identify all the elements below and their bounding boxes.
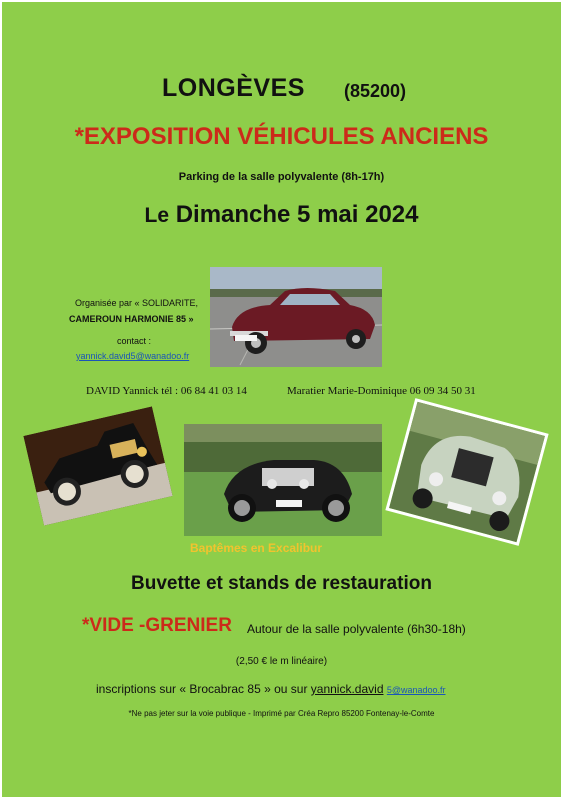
- organizer-email-link[interactable]: yannick.david5@wanadoo.fr: [76, 351, 190, 361]
- contact-label: contact :: [117, 336, 152, 346]
- organizer-line2: CAMEROUN HARMONIE 85 »: [69, 314, 194, 324]
- town-title: LONGÈVES: [162, 74, 305, 102]
- contact-maratier: Maratier Marie-Dominique 06 09 34 50 31: [287, 385, 476, 397]
- footer-note: *Ne pas jeter sur la voie publique - Imprimé par Créa Repro 85200 Fontenay-le-Comte: [128, 709, 435, 718]
- poster: [2, 2, 563, 797]
- photo-excalibur: [184, 424, 382, 536]
- photo-vintage-car: [23, 406, 172, 525]
- location-line: Parking de la salle polyvalente (8h-17h): [178, 171, 385, 183]
- organizer-line1: Organisée par « SOLIDARITE,: [75, 298, 199, 308]
- date-prefix: Le: [144, 204, 170, 227]
- vide-grenier-price: (2,50 € le m linéaire): [235, 656, 328, 667]
- event-date: [2, 201, 561, 229]
- buvette-heading: Buvette et stands de restauration: [131, 573, 432, 594]
- postal-code: (85200): [344, 81, 407, 101]
- inscriptions-email-suffix[interactable]: 5@wanadoo.fr: [386, 685, 446, 695]
- date-text: Dimanche 5 mai 2024: [175, 201, 419, 228]
- inscriptions-prefix: inscriptions sur « Brocabrac 85 » ou sur: [96, 682, 308, 696]
- contact-david: DAVID Yannick tél : 06 84 41 03 14: [86, 385, 247, 397]
- excalibur-caption: Baptêmes en Excalibur: [190, 541, 323, 555]
- inscriptions-line: [96, 682, 446, 696]
- exposition-title: *EXPOSITION VÉHICULES ANCIENS: [74, 123, 489, 150]
- vide-grenier-location: Autour de la salle polyvalente (6h30-18h): [247, 622, 466, 636]
- photo-white-car: [385, 398, 548, 546]
- vide-grenier-title: *VIDE -GRENIER: [82, 615, 232, 636]
- photo-red-car: [210, 267, 382, 367]
- inscriptions-email-link[interactable]: yannick.david: [310, 682, 384, 696]
